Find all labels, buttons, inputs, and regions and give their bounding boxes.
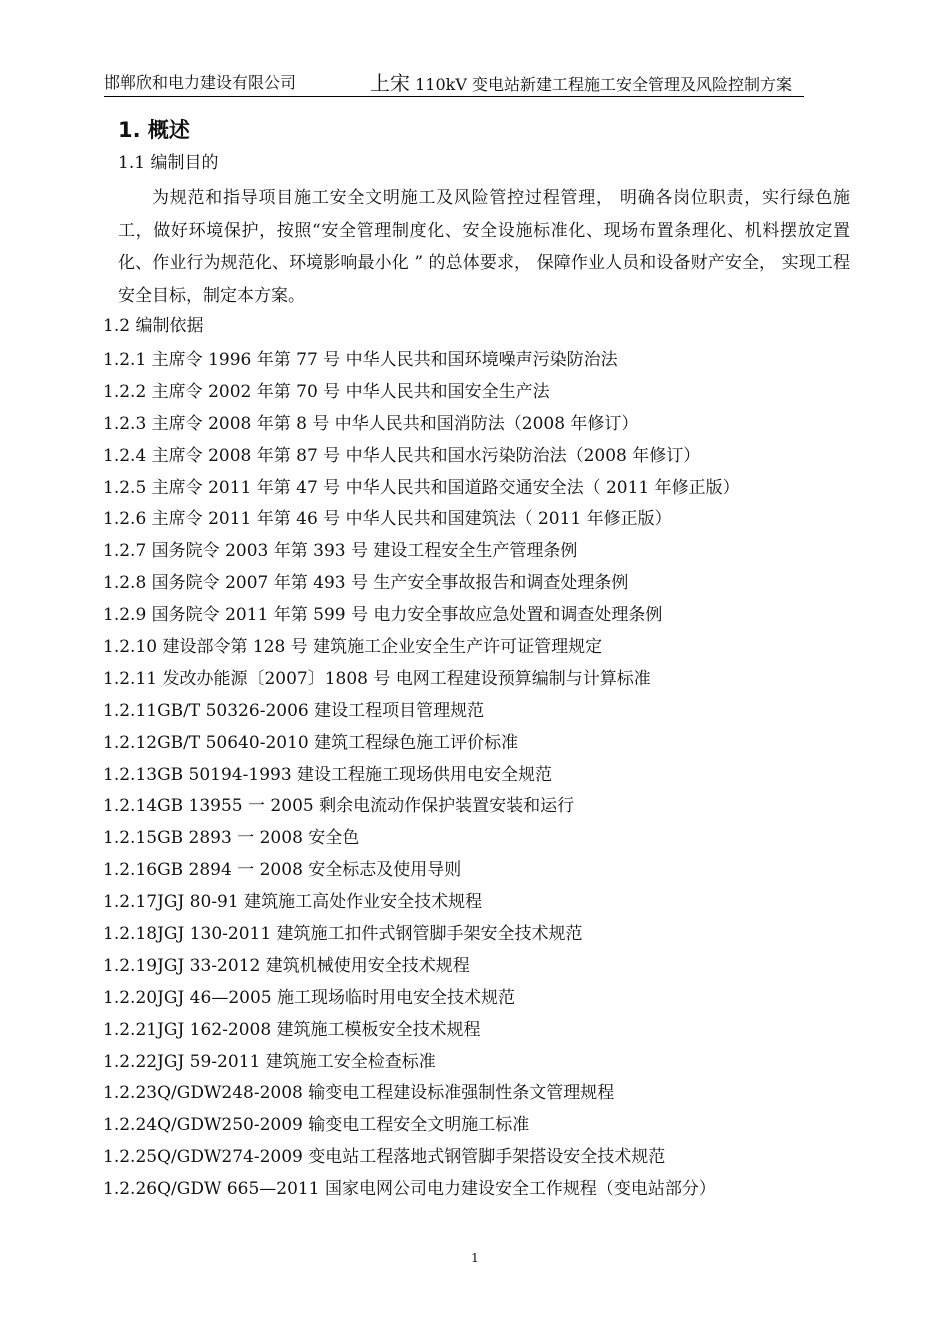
- reference-item: 1.2.23Q/GDW248-2008 输变电工程建设标准强制性条文管理规程: [103, 1083, 615, 1104]
- reference-item: 1.2.8 国务院令 2007 年第 493 号 生产安全事故报告和调查处理条例: [103, 573, 629, 594]
- section-1-1-paragraph: 为规范和指导项目施工安全文明施工及风险管控过程管理， 明确各岗位职责，实行绿色施工，做好环境保护，按照“安全管理制度化、安全设施标准化、现场布置条理化、机料摆放定置化、作业行为规范化、环境影响最小化 ” 的总体要求， 保障作业人员和设备财产安全， 实现工程安全目标，制定本方案。: [118, 188, 850, 306]
- section-1-2-title: 1.2 编制依据: [103, 316, 204, 336]
- reference-item: 1.2.21JGJ 162-2008 建筑施工模板安全技术规程: [103, 1019, 481, 1040]
- header-company: 邯郸欣和电力建设有限公司: [104, 73, 297, 92]
- reference-item: 1.2.11 发改办能源〔2007〕1808 号 电网工程建设预算编制与计算标准: [103, 668, 651, 689]
- reference-item: 1.2.18JGJ 130-2011 建筑施工扣件式钢管脚手架安全技术规范: [103, 924, 583, 945]
- reference-item: 1.2.20JGJ 46—2005 施工现场临时用电安全技术规范: [103, 987, 515, 1008]
- header-project-rest: 110kV 变电站新建工程施工安全管理及风险控制方案: [410, 75, 792, 94]
- reference-item: 1.2.3 主席令 2008 年第 8 号 中华人民共和国消防法（2008 年修订）: [103, 413, 639, 434]
- reference-item: 1.2.1 主席令 1996 年第 77 号 中华人民共和国环境噪声污染防治法: [103, 350, 618, 370]
- reference-item: 1.2.4 主席令 2008 年第 87 号 中华人民共和国水污染防治法（2008 年修订）: [103, 445, 701, 466]
- reference-item: 1.2.12GB/T 50640-2010 建筑工程绿色施工评价标准: [103, 732, 519, 753]
- reference-item: 1.2.24Q/GDW250-2009 输变电工程安全文明施工标准: [103, 1115, 530, 1136]
- page-header: [104, 72, 804, 97]
- reference-item: 1.2.16GB 2894 一 2008 安全标志及使用导则: [103, 860, 462, 881]
- reference-item: 1.2.22JGJ 59-2011 建筑施工安全检查标准: [103, 1051, 436, 1072]
- reference-item: 1.2.5 主席令 2011 年第 47 号 中华人民共和国道路交通安全法（ 2011 年修正版）: [103, 477, 740, 498]
- page-number: 1: [471, 1251, 479, 1265]
- reference-item: 1.2.15GB 2893 一 2008 安全色: [103, 828, 360, 849]
- reference-item: 1.2.13GB 50194-1993 建设工程施工现场供用电安全规范: [103, 764, 553, 785]
- reference-item: 1.2.2 主席令 2002 年第 70 号 中华人民共和国安全生产法: [103, 381, 550, 402]
- reference-item: 1.2.9 国务院令 2011 年第 599 号 电力安全事故应急处置和调查处理条例: [103, 605, 663, 626]
- reference-item: 1.2.19JGJ 33-2012 建筑机械使用安全技术规程: [103, 955, 470, 976]
- section-1-1-title: 1.1 编制目的: [118, 153, 219, 173]
- reference-item: 1.2.25Q/GDW274-2009 变电站工程落地式钢管脚手架搭设安全技术规范: [103, 1147, 666, 1168]
- reference-item: 1.2.6 主席令 2011 年第 46 号 中华人民共和国建筑法（ 2011 年修正版）: [103, 509, 672, 530]
- reference-item: 1.2.11GB/T 50326-2006 建设工程项目管理规范: [103, 700, 485, 721]
- header-project-lead: 上宋: [370, 71, 410, 95]
- reference-list: [103, 345, 740, 1206]
- reference-item: 1.2.26Q/GDW 665—2011 国家电网公司电力建设安全工作规程（变电站部分）: [103, 1179, 716, 1200]
- section-1-title: 1. 概述: [118, 118, 190, 142]
- header-project-title: [370, 72, 792, 96]
- reference-item: 1.2.17JGJ 80-91 建筑施工高处作业安全技术规程: [103, 892, 483, 913]
- reference-item: 1.2.7 国务院令 2003 年第 393 号 建设工程安全生产管理条例: [103, 541, 578, 562]
- reference-item: 1.2.10 建设部令第 128 号 建筑施工企业安全生产许可证管理规定: [103, 637, 603, 658]
- reference-item: 1.2.14GB 13955 一 2005 剩余电流动作保护装置安装和运行: [103, 796, 575, 817]
